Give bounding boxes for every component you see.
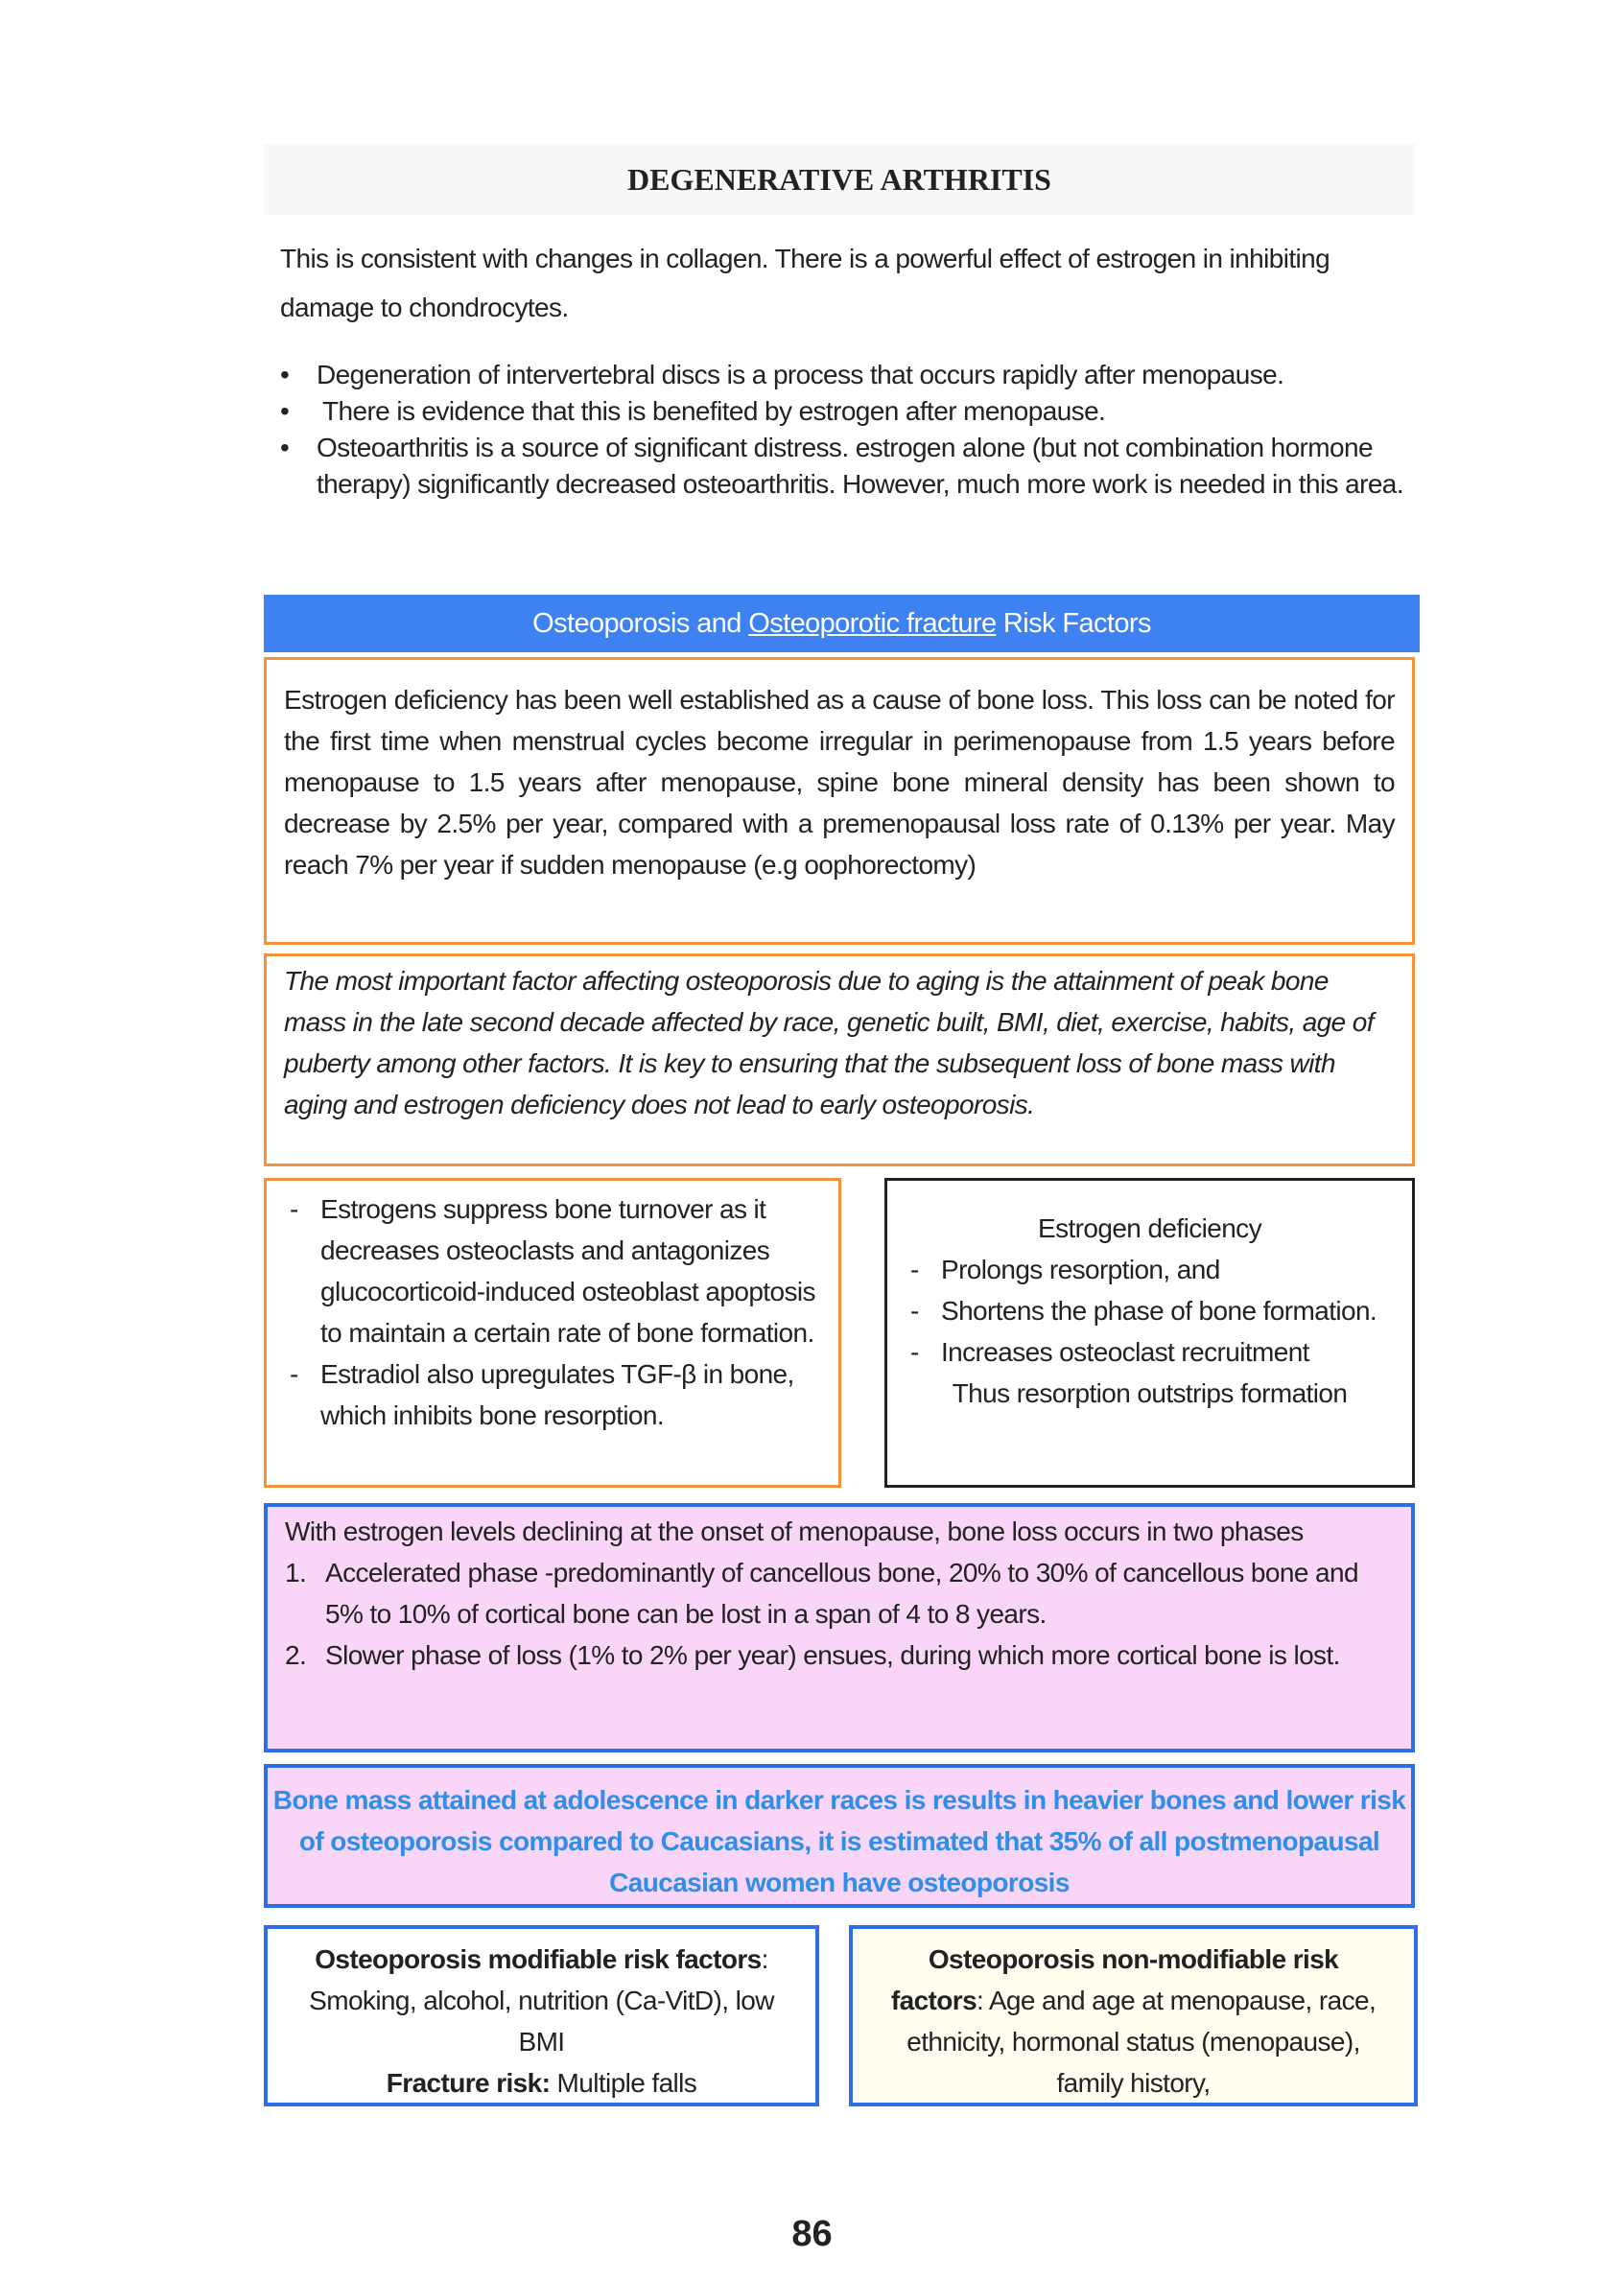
item-number: 2. bbox=[285, 1640, 307, 1670]
estrogen-deficiency-box: Estrogen deficiency has been well established as a cause of bone loss. This loss can be noted for the first time when menstrual cycles become irregular in perimenopause from 1.5 years before menopause to 1.5 years after menopause, spine bone mineral density has been shown to decrease by 2.5% per year, compared with a premenopausal loss rate of 0.13% per year. May reach 7% per year if sudden menopause (e.g oophorectomy) bbox=[264, 657, 1415, 945]
box-footer: Thus resorption outstrips formation bbox=[952, 1378, 1348, 1408]
item-text: Accelerated phase -predominantly of cancellous bone, 20% to 30% of cancellous bone and 5% to 10% of cortical bone can be lost in a span of 4 to 8 years. bbox=[325, 1558, 1358, 1629]
list-item: - Estradiol also upregulates TGF-β in bone, which inhibits bone resorption. bbox=[284, 1353, 821, 1436]
modifiable-risk-box bbox=[264, 1925, 819, 2106]
box-label: Osteoporosis modifiable risk factors bbox=[315, 1944, 762, 1974]
banner-text: Osteoporosis and bbox=[532, 608, 749, 639]
fracture-text: Multiple falls bbox=[550, 2068, 697, 2098]
section-title: DEGENERATIVE ARTHRITIS bbox=[264, 144, 1415, 215]
separator: : bbox=[761, 1944, 768, 1974]
list-item: - Increases osteoclast recruitment bbox=[905, 1331, 1395, 1373]
bullet-item: • Osteoarthritis is a source of significant distress. estrogen alone (but not combination hormone therapy) significantly decreased osteoarthritis. However, much more work is needed in this area. bbox=[280, 430, 1412, 503]
phases-intro: With estrogen levels declining at the onset of menopause, bone loss occurs in two phases bbox=[285, 1517, 1304, 1546]
bone-loss-phases-box bbox=[264, 1503, 1415, 1752]
banner-text: Risk Factors bbox=[996, 608, 1151, 639]
box-text: : Age and age at menopause, race, ethnicity, hormonal status (menopause), family history, bbox=[906, 1986, 1377, 2098]
fracture-label: Fracture risk: bbox=[386, 2068, 551, 2098]
risk-factors-banner bbox=[264, 595, 1420, 652]
page-number: 86 bbox=[791, 2214, 833, 2254]
phase-item bbox=[285, 1634, 1394, 1676]
box-text: Smoking, alcohol, nutrition (Ca-VitD), low BMI bbox=[309, 1986, 774, 2057]
non-modifiable-risk-box bbox=[849, 1925, 1418, 2106]
list-item: - Shortens the phase of bone formation. bbox=[905, 1290, 1395, 1331]
item-text: Slower phase of loss (1% to 2% per year) ensues, during which more cortical bone is lost. bbox=[325, 1640, 1340, 1670]
bullet-list bbox=[280, 357, 1412, 503]
box-heading: Estrogen deficiency bbox=[1038, 1213, 1261, 1243]
bullet-item: • There is evidence that this is benefited by estrogen after menopause. bbox=[280, 393, 1412, 430]
race-bone-mass-box: Bone mass attained at adolescence in darker races is results in heavier bones and lower risk of osteoporosis compared to Caucasians, it is estimated that 35% of all postmenopausal Caucasian women have osteoporosis bbox=[264, 1764, 1415, 1908]
bullet-item: • Degeneration of intervertebral discs is a process that occurs rapidly after menopause. bbox=[280, 357, 1412, 393]
intro-paragraph: This is consistent with changes in collagen. There is a powerful effect of estrogen in inhibiting damage to chondrocytes. bbox=[280, 244, 1330, 322]
osteoporotic-fracture-link[interactable]: Osteoporotic fracture bbox=[748, 608, 997, 639]
list-item: - Prolongs resorption, and bbox=[905, 1249, 1395, 1290]
peak-bone-mass-box: The most important factor affecting osteoporosis due to aging is the attainment of peak bone mass in the late second decade affected by race, genetic built, BMI, diet, exercise, habits, age of puberty among other factors. It is key to ensuring that the subsequent loss of bone mass with aging and estrogen deficiency does not lead to early osteoporosis. bbox=[264, 953, 1415, 1166]
item-number: 1. bbox=[285, 1558, 307, 1587]
phase-item bbox=[285, 1552, 1394, 1634]
estrogen-deficiency-effects-box bbox=[884, 1178, 1415, 1488]
list-item: - Estrogens suppress bone turnover as it decreases osteoclasts and antagonizes glucocorticoid-induced osteoblast apoptosis to maintain a certain rate of bone formation. bbox=[284, 1188, 821, 1353]
box-label: Osteoporosis non-modifiable risk factors bbox=[890, 1944, 1339, 2015]
estrogen-effects-box bbox=[264, 1178, 841, 1488]
